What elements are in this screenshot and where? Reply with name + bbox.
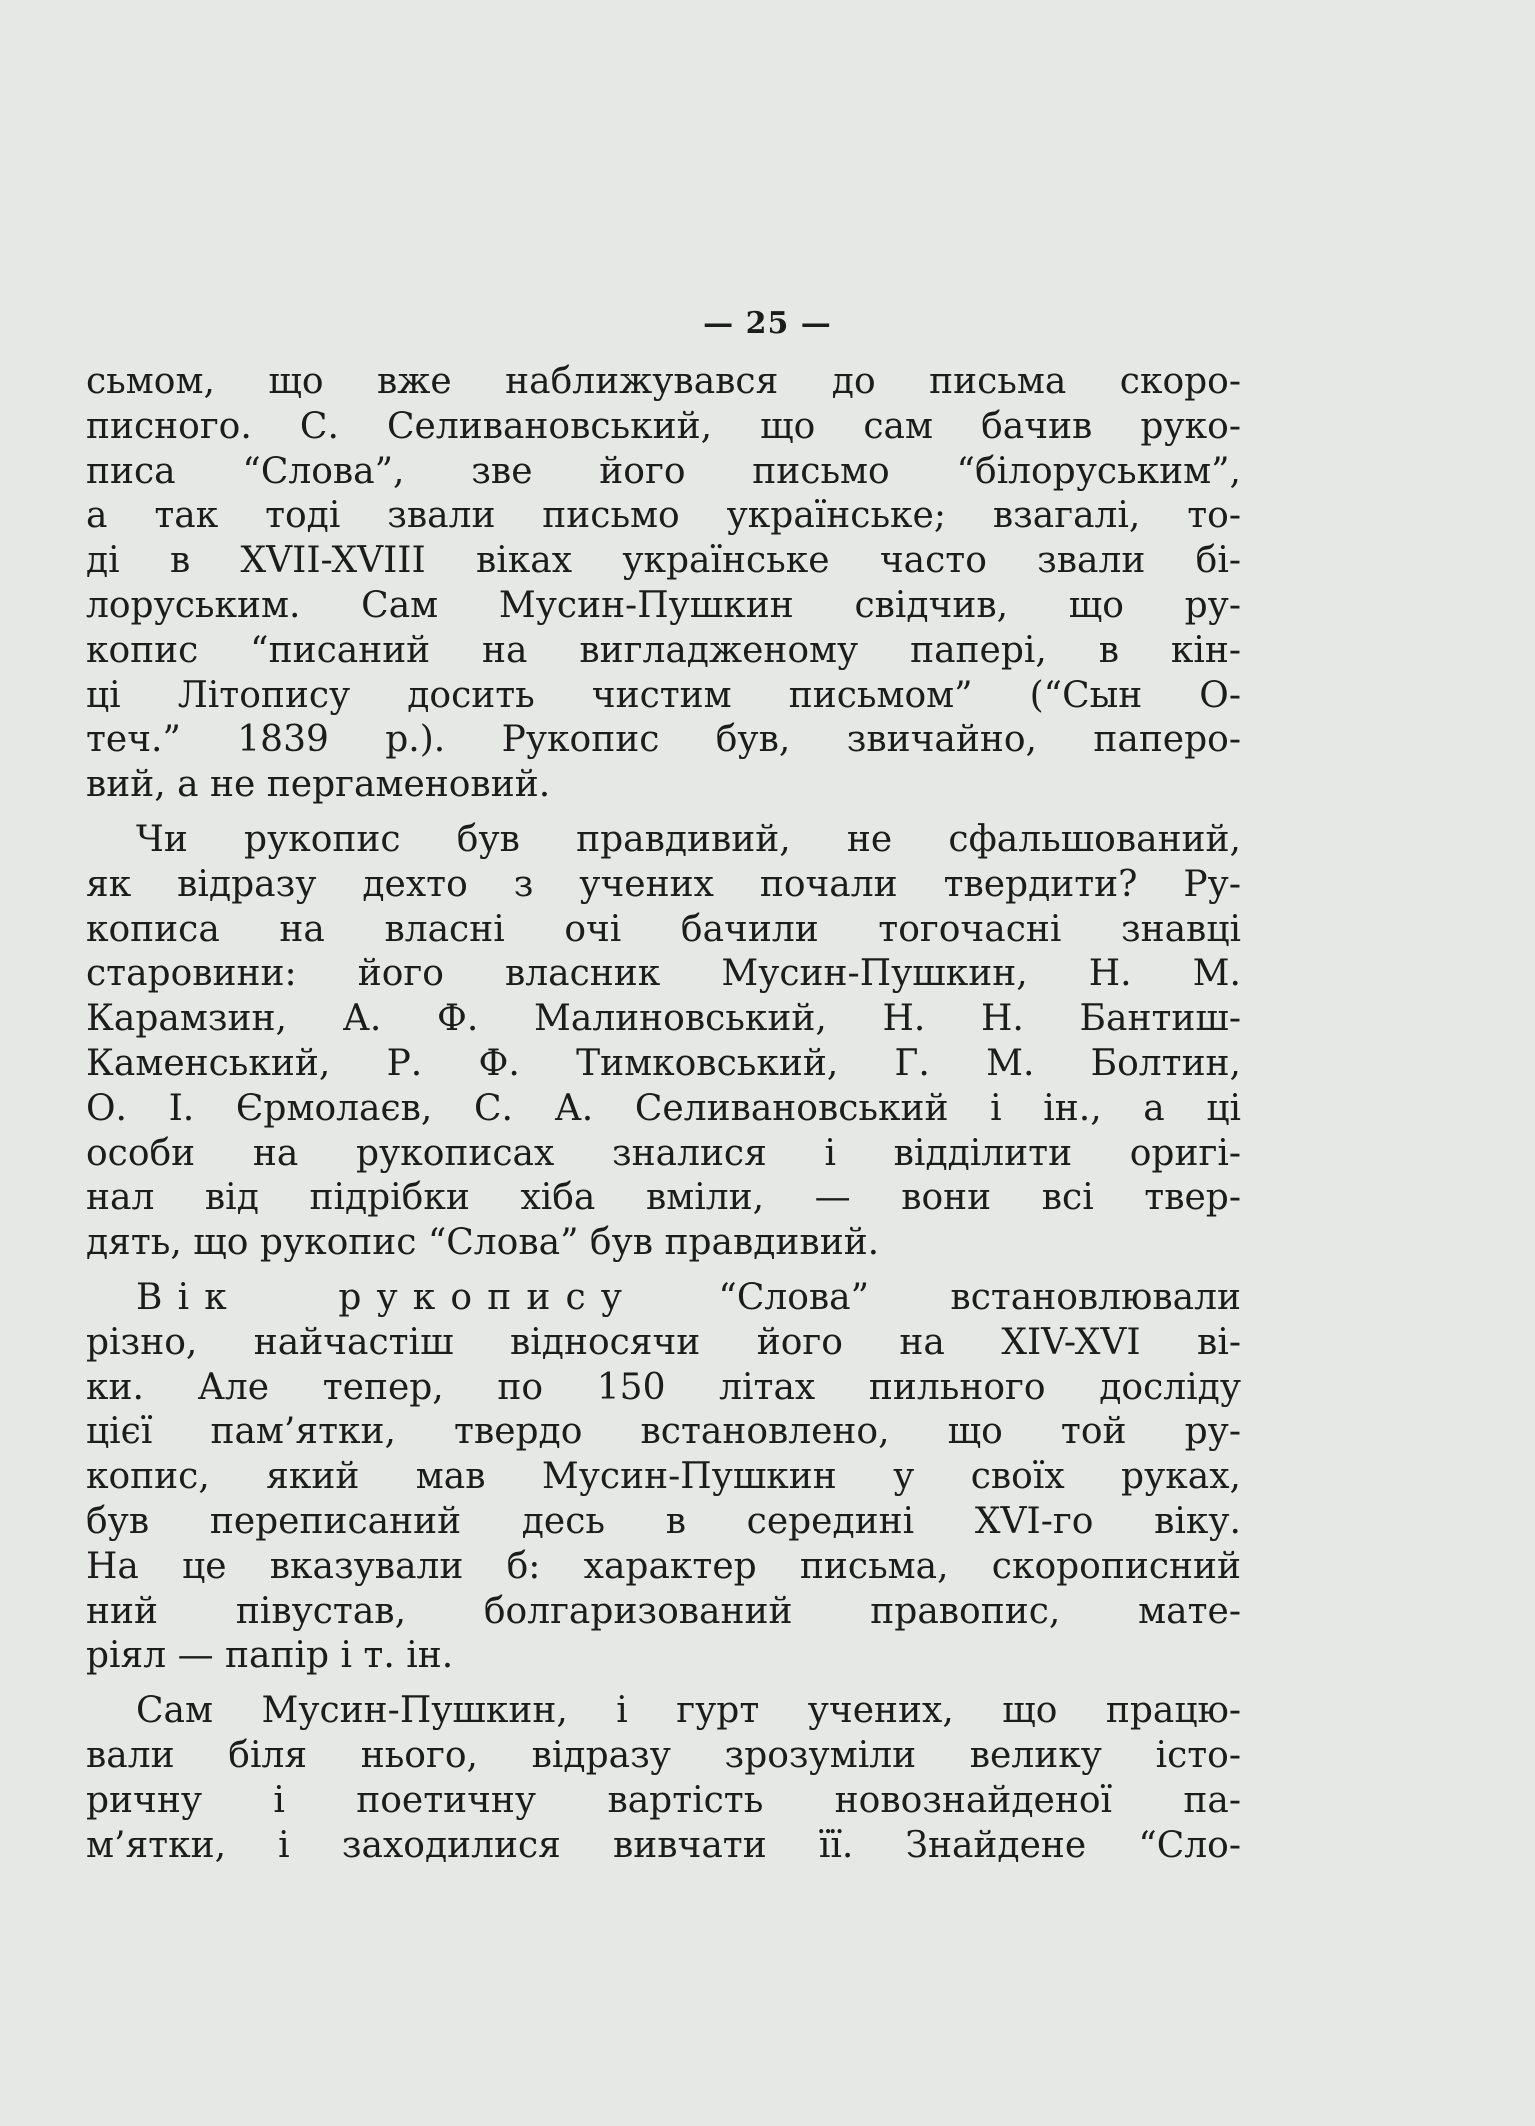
text-line: Сам Мусин-Пушкин, і гурт учених, що працю- — [136, 1690, 1241, 1732]
text-line: кописа на власні очі бачили тогочасні знавці — [86, 908, 1241, 950]
text-line: О. І. Єрмолаєв, С. А. Селивановський і ін., а ці — [86, 1087, 1241, 1129]
text-line — [86, 1276, 1241, 1321]
paragraph-4 — [86, 1689, 1241, 1868]
text-line: вий, а не пергаменовий. — [86, 764, 551, 806]
page-number: — 25 — — [703, 306, 832, 341]
text-line: сьмом, що вже наближувався до письма скоро- — [86, 361, 1241, 402]
text-line: копис “писаний на вигладженому папері, в кін- — [86, 629, 1241, 671]
text-line: Каменський, Р. Ф. Тимковський, Г. М. Болтин, — [86, 1042, 1241, 1084]
text-line: особи на рукописах зналися і відділити оригі- — [86, 1132, 1241, 1174]
paragraph-3 — [86, 1276, 1241, 1679]
emphasized-phrase: Вік рукопису — [136, 1276, 638, 1318]
text-line: м’ятки, і заходилися вивчати її. Знайдене “Сло- — [86, 1824, 1241, 1866]
text-line: ці Літопису досить чистим письмом” (“Сын О- — [86, 674, 1241, 716]
text-line: як відразу дехто з учених почали твердити? Ру- — [86, 863, 1241, 905]
text-line: писного. С. Селивановський, що сам бачив руко- — [86, 405, 1241, 447]
text-line: різно, найчастіш відносячи його на XIV-XVI ві- — [86, 1321, 1241, 1363]
text-line: дять, що рукопис “Слова” був правдивий. — [86, 1222, 880, 1264]
text-line: нал від підрібки хіба вміли, — вони всі твер- — [86, 1177, 1241, 1219]
text-line: ки. Але тепер, по 150 літах пильного досліду — [86, 1366, 1241, 1408]
text-line: ріял — папір і т. ін. — [86, 1635, 454, 1677]
text-line: цієї пам’ятки, твердо встановлено, що той ру- — [86, 1411, 1241, 1453]
text-line: вали біля нього, відразу зрозуміли велику істо- — [86, 1734, 1241, 1776]
text-line: старовини: його власник Мусин-Пушкин, Н. М. — [86, 953, 1241, 995]
text-line: На це вказували б: характер письма, скорописний — [86, 1545, 1241, 1587]
paragraph-1 — [86, 360, 1241, 808]
text-line: ний півустав, болгаризований правопис, мате- — [86, 1590, 1241, 1632]
text-line: писа “Слова”, зве його письмо “білоруським”, — [86, 450, 1241, 492]
text-fragment: “Слова” встановлювали — [718, 1276, 1241, 1318]
text-line: теч.” 1839 р.). Рукопис був, звичайно, паперо- — [86, 719, 1241, 761]
text-line: лоруським. Сам Мусин-Пушкин свідчив, що ру- — [86, 584, 1241, 626]
body-text — [86, 360, 1241, 1868]
text-line: Чи рукопис був правдивий, не сфальшований, — [136, 818, 1241, 860]
text-line: Карамзин, А. Ф. Малиновський, Н. Н. Бантиш- — [86, 998, 1241, 1040]
text-line: копис, який мав Мусин-Пушкин у своїх руках, — [86, 1456, 1241, 1498]
paragraph-2 — [86, 818, 1241, 1266]
text-line: а так тоді звали письмо українське; взагалі, то- — [86, 495, 1241, 537]
text-line: ричну і поетичну вартість новознайденої па- — [86, 1779, 1241, 1821]
text-line: ді в XVII-XVIII віках українське часто звали бі- — [86, 540, 1241, 582]
text-line: був переписаний десь в середині XVI-го віку. — [86, 1500, 1241, 1542]
